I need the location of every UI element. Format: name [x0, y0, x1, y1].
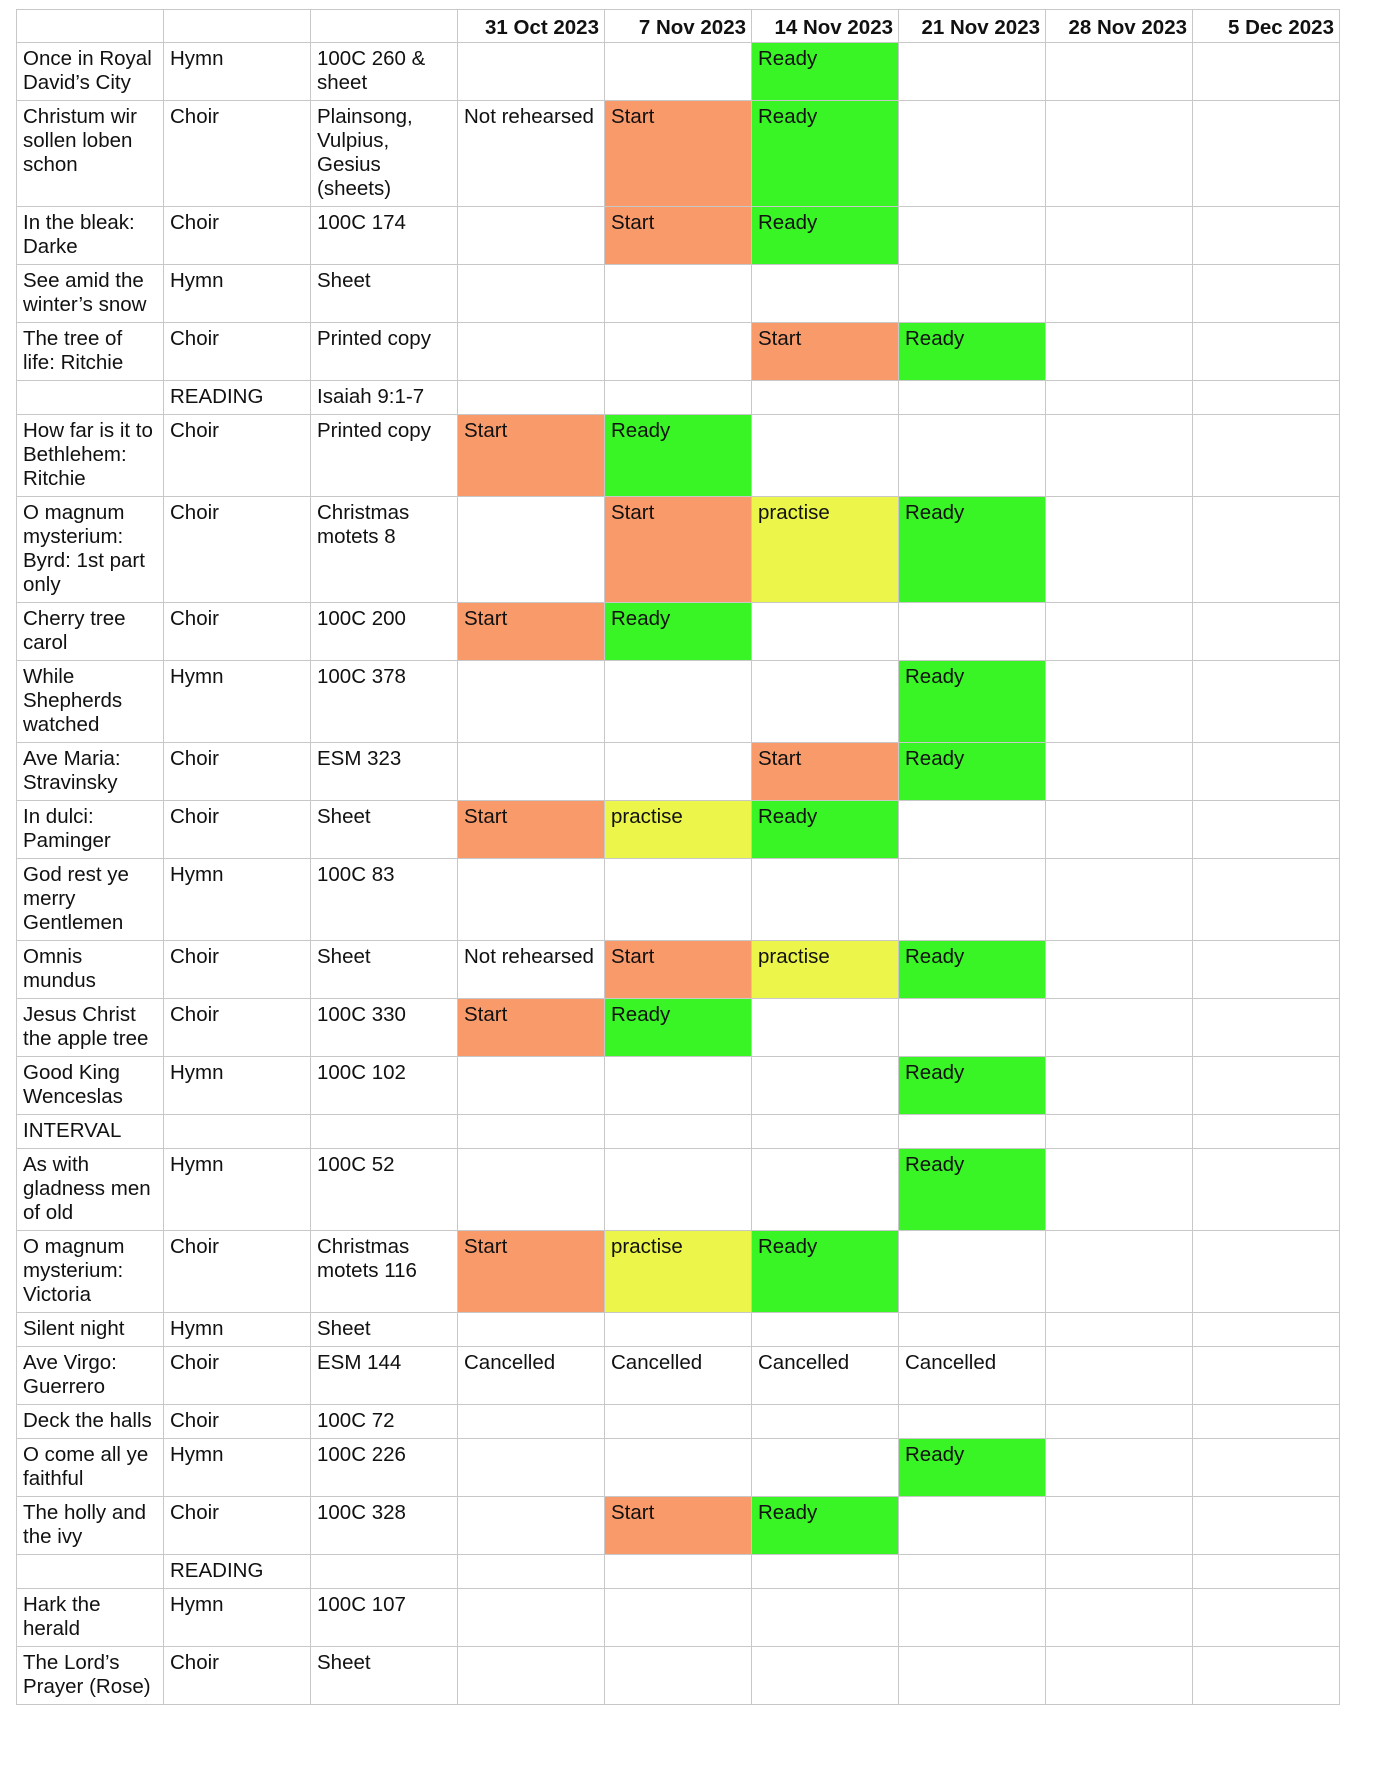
type-cell[interactable]: Choir [164, 1405, 311, 1439]
source-cell[interactable]: 100C 174 [311, 207, 458, 265]
title-cell[interactable]: Deck the halls [17, 1405, 164, 1439]
table-row [17, 1589, 1340, 1647]
status-cell[interactable] [899, 43, 1046, 101]
rehearsal-schedule-table [16, 9, 1340, 1705]
status-cell[interactable] [458, 265, 605, 323]
status-cell[interactable] [1193, 661, 1340, 743]
title-cell[interactable]: O come all ye faithful [17, 1439, 164, 1497]
status-cell[interactable]: practise [752, 941, 899, 999]
type-cell[interactable]: Hymn [164, 1589, 311, 1647]
status-cell[interactable] [1193, 381, 1340, 415]
title-cell[interactable]: INTERVAL [17, 1115, 164, 1149]
status-cell[interactable] [899, 381, 1046, 415]
table-row [17, 1497, 1340, 1555]
status-cell[interactable] [458, 497, 605, 603]
status-cell[interactable]: Ready [752, 101, 899, 207]
title-cell[interactable]: While Shepherds watched [17, 661, 164, 743]
status-cell[interactable] [1046, 743, 1193, 801]
header-date-3[interactable]: 14 Nov 2023 [752, 10, 899, 43]
status-cell[interactable] [1046, 415, 1193, 497]
status-cell[interactable]: Ready [899, 1149, 1046, 1231]
status-cell[interactable] [1046, 1497, 1193, 1555]
table-row [17, 661, 1340, 743]
type-cell[interactable]: Hymn [164, 1057, 311, 1115]
status-cell[interactable] [1193, 1115, 1340, 1149]
status-cell[interactable] [1193, 207, 1340, 265]
status-cell[interactable] [752, 1057, 899, 1115]
status-cell[interactable] [899, 999, 1046, 1057]
title-cell[interactable]: Cherry tree carol [17, 603, 164, 661]
status-cell[interactable] [1046, 661, 1193, 743]
type-cell[interactable]: Choir [164, 1647, 311, 1705]
source-cell[interactable] [311, 1555, 458, 1589]
type-cell[interactable]: Hymn [164, 1439, 311, 1497]
status-cell[interactable]: Ready [605, 603, 752, 661]
status-cell[interactable] [1193, 603, 1340, 661]
status-cell[interactable] [1046, 1347, 1193, 1405]
status-cell[interactable]: Cancelled [605, 1347, 752, 1405]
status-cell[interactable] [605, 1149, 752, 1231]
status-cell[interactable]: Ready [899, 661, 1046, 743]
status-cell[interactable] [1046, 859, 1193, 941]
title-cell[interactable]: The holly and the ivy [17, 1497, 164, 1555]
type-cell[interactable]: Choir [164, 941, 311, 999]
status-cell[interactable] [1193, 497, 1340, 603]
status-cell[interactable]: Ready [605, 415, 752, 497]
status-cell[interactable] [1046, 603, 1193, 661]
source-cell[interactable]: Isaiah 9:1-7 [311, 381, 458, 415]
status-cell[interactable] [458, 859, 605, 941]
status-cell[interactable] [458, 323, 605, 381]
title-cell[interactable]: As with gladness men of old [17, 1149, 164, 1231]
status-cell[interactable] [1193, 1149, 1340, 1231]
table-row [17, 497, 1340, 603]
title-cell[interactable]: Ave Maria: Stravinsky [17, 743, 164, 801]
title-cell[interactable]: Christum wir sollen loben schon [17, 101, 164, 207]
status-cell[interactable]: Start [458, 999, 605, 1057]
header-row [17, 10, 1340, 43]
table-row [17, 999, 1340, 1057]
title-cell[interactable]: See amid the winter’s snow [17, 265, 164, 323]
status-cell[interactable] [899, 207, 1046, 265]
status-cell[interactable] [1046, 1405, 1193, 1439]
status-cell[interactable] [899, 1497, 1046, 1555]
status-cell[interactable] [752, 381, 899, 415]
table-row [17, 1313, 1340, 1347]
type-cell[interactable]: READING [164, 381, 311, 415]
status-cell[interactable] [752, 999, 899, 1057]
status-cell[interactable] [605, 1439, 752, 1497]
type-cell[interactable]: Hymn [164, 859, 311, 941]
title-cell[interactable]: O magnum mysterium: Byrd: 1st part only [17, 497, 164, 603]
title-cell[interactable] [17, 381, 164, 415]
title-cell[interactable]: Good King Wenceslas [17, 1057, 164, 1115]
status-cell[interactable] [752, 265, 899, 323]
table-row [17, 207, 1340, 265]
status-cell[interactable]: Ready [752, 1231, 899, 1313]
status-cell[interactable]: Cancelled [752, 1347, 899, 1405]
source-cell[interactable]: Christmas motets 116 [311, 1231, 458, 1313]
status-cell[interactable] [899, 1115, 1046, 1149]
status-cell[interactable] [605, 265, 752, 323]
status-cell[interactable] [899, 1555, 1046, 1589]
status-cell[interactable]: Ready [899, 1057, 1046, 1115]
status-cell[interactable]: Start [605, 207, 752, 265]
status-cell[interactable] [1193, 1057, 1340, 1115]
type-cell[interactable]: Choir [164, 101, 311, 207]
status-cell[interactable] [1046, 207, 1193, 265]
table-body [17, 43, 1340, 1705]
table-row [17, 941, 1340, 999]
source-cell[interactable]: 100C 200 [311, 603, 458, 661]
status-cell[interactable] [752, 1313, 899, 1347]
status-cell[interactable] [1193, 1231, 1340, 1313]
status-cell[interactable] [458, 207, 605, 265]
source-cell[interactable]: Printed copy [311, 415, 458, 497]
status-cell[interactable] [1046, 1149, 1193, 1231]
status-cell[interactable]: Start [752, 743, 899, 801]
type-cell[interactable]: Choir [164, 801, 311, 859]
status-cell[interactable] [752, 1555, 899, 1589]
status-cell[interactable] [458, 43, 605, 101]
status-cell[interactable] [899, 801, 1046, 859]
source-cell[interactable]: 100C 226 [311, 1439, 458, 1497]
status-cell[interactable] [899, 1405, 1046, 1439]
source-cell[interactable]: ESM 323 [311, 743, 458, 801]
title-cell[interactable]: How far is it to Bethlehem: Ritchie [17, 415, 164, 497]
status-cell[interactable] [605, 1057, 752, 1115]
status-cell[interactable] [458, 1439, 605, 1497]
table-row [17, 603, 1340, 661]
status-cell[interactable] [1193, 101, 1340, 207]
status-cell[interactable]: Not rehearsed [458, 101, 605, 207]
table-row [17, 1057, 1340, 1115]
title-cell[interactable]: In the bleak: Darke [17, 207, 164, 265]
status-cell[interactable] [752, 1149, 899, 1231]
status-cell[interactable] [1193, 743, 1340, 801]
status-cell[interactable] [605, 1555, 752, 1589]
source-cell[interactable]: 100C 52 [311, 1149, 458, 1231]
source-cell[interactable]: Sheet [311, 801, 458, 859]
type-cell[interactable]: Choir [164, 323, 311, 381]
status-cell[interactable] [458, 1149, 605, 1231]
status-cell[interactable]: Start [605, 497, 752, 603]
type-cell[interactable]: Choir [164, 207, 311, 265]
status-cell[interactable] [458, 1115, 605, 1149]
table-row [17, 859, 1340, 941]
title-cell[interactable]: Ave Virgo: Guerrero [17, 1347, 164, 1405]
status-cell[interactable] [1193, 941, 1340, 999]
source-cell[interactable]: 100C 72 [311, 1405, 458, 1439]
status-cell[interactable]: Ready [899, 323, 1046, 381]
table-row [17, 323, 1340, 381]
status-cell[interactable] [1193, 859, 1340, 941]
type-cell[interactable]: READING [164, 1555, 311, 1589]
title-cell[interactable]: God rest ye merry Gentlemen [17, 859, 164, 941]
status-cell[interactable] [899, 101, 1046, 207]
status-cell[interactable]: Ready [899, 743, 1046, 801]
status-cell[interactable]: Start [605, 941, 752, 999]
status-cell[interactable] [605, 43, 752, 101]
table-row [17, 1347, 1340, 1405]
source-cell[interactable]: 100C 378 [311, 661, 458, 743]
type-cell[interactable]: Choir [164, 1497, 311, 1555]
table-row [17, 43, 1340, 101]
status-cell[interactable] [899, 859, 1046, 941]
status-cell[interactable] [605, 743, 752, 801]
status-cell[interactable] [458, 381, 605, 415]
header-date-5[interactable]: 28 Nov 2023 [1046, 10, 1193, 43]
status-cell[interactable] [605, 1647, 752, 1705]
status-cell[interactable] [752, 603, 899, 661]
table-row [17, 1405, 1340, 1439]
table-row [17, 265, 1340, 323]
type-cell[interactable]: Choir [164, 1347, 311, 1405]
status-cell[interactable] [899, 1589, 1046, 1647]
title-cell[interactable]: Silent night [17, 1313, 164, 1347]
table-row [17, 1115, 1340, 1149]
type-cell[interactable]: Choir [164, 497, 311, 603]
status-cell[interactable] [1193, 1497, 1340, 1555]
status-cell[interactable] [1193, 999, 1340, 1057]
status-cell[interactable] [899, 603, 1046, 661]
table-row [17, 415, 1340, 497]
status-cell[interactable] [458, 1555, 605, 1589]
source-cell[interactable]: 100C 260 & sheet [311, 43, 458, 101]
header-cell-type[interactable] [164, 10, 311, 43]
type-cell[interactable]: Choir [164, 603, 311, 661]
title-cell[interactable]: In dulci: Paminger [17, 801, 164, 859]
source-cell[interactable]: Christmas motets 8 [311, 497, 458, 603]
table-row [17, 1647, 1340, 1705]
status-cell[interactable] [1046, 1589, 1193, 1647]
title-cell[interactable]: Once in Royal David’s City [17, 43, 164, 101]
status-cell[interactable] [1046, 43, 1193, 101]
title-cell[interactable]: Omnis mundus [17, 941, 164, 999]
source-cell[interactable]: 100C 83 [311, 859, 458, 941]
status-cell[interactable]: Start [605, 1497, 752, 1555]
table-row [17, 801, 1340, 859]
title-cell[interactable]: The Lord’s Prayer (Rose) [17, 1647, 164, 1705]
status-cell[interactable] [458, 661, 605, 743]
status-cell[interactable]: Ready [752, 207, 899, 265]
header-date-2[interactable]: 7 Nov 2023 [605, 10, 752, 43]
status-cell[interactable]: Ready [899, 1439, 1046, 1497]
title-cell[interactable]: Jesus Christ the apple tree [17, 999, 164, 1057]
status-cell[interactable] [605, 1115, 752, 1149]
status-cell[interactable] [1193, 1647, 1340, 1705]
status-cell[interactable] [899, 1231, 1046, 1313]
table-row [17, 743, 1340, 801]
status-cell[interactable] [458, 1313, 605, 1347]
status-cell[interactable] [605, 661, 752, 743]
status-cell[interactable] [752, 1647, 899, 1705]
source-cell[interactable]: Sheet [311, 1647, 458, 1705]
header-cell-title[interactable] [17, 10, 164, 43]
status-cell[interactable] [1193, 801, 1340, 859]
source-cell[interactable]: Plainsong, Vulpius, Gesius (sheets) [311, 101, 458, 207]
status-cell[interactable] [605, 1405, 752, 1439]
source-cell[interactable]: Printed copy [311, 323, 458, 381]
status-cell[interactable] [1193, 1555, 1340, 1589]
status-cell[interactable] [1193, 1347, 1340, 1405]
status-cell[interactable] [752, 1115, 899, 1149]
type-cell[interactable]: Hymn [164, 1149, 311, 1231]
status-cell[interactable] [458, 1057, 605, 1115]
type-cell[interactable] [164, 1115, 311, 1149]
status-cell[interactable] [458, 743, 605, 801]
status-cell[interactable] [899, 1647, 1046, 1705]
type-cell[interactable]: Choir [164, 999, 311, 1057]
status-cell[interactable] [1046, 101, 1193, 207]
status-cell[interactable] [899, 265, 1046, 323]
source-cell[interactable]: 100C 107 [311, 1589, 458, 1647]
status-cell[interactable]: Not rehearsed [458, 941, 605, 999]
title-cell[interactable]: The tree of life: Ritchie [17, 323, 164, 381]
status-cell[interactable]: practise [605, 1231, 752, 1313]
status-cell[interactable]: Start [458, 603, 605, 661]
header-date-1[interactable]: 31 Oct 2023 [458, 10, 605, 43]
header-date-6[interactable]: 5 Dec 2023 [1193, 10, 1340, 43]
status-cell[interactable] [605, 859, 752, 941]
source-cell[interactable]: ESM 144 [311, 1347, 458, 1405]
status-cell[interactable] [1193, 43, 1340, 101]
type-cell[interactable]: Hymn [164, 661, 311, 743]
status-cell[interactable] [1046, 941, 1193, 999]
status-cell[interactable] [605, 1313, 752, 1347]
status-cell[interactable]: Start [605, 101, 752, 207]
status-cell[interactable] [605, 323, 752, 381]
header-date-4[interactable]: 21 Nov 2023 [899, 10, 1046, 43]
status-cell[interactable] [752, 1589, 899, 1647]
source-cell[interactable] [311, 1115, 458, 1149]
type-cell[interactable]: Hymn [164, 265, 311, 323]
status-cell[interactable] [1193, 1313, 1340, 1347]
status-cell[interactable] [1046, 1313, 1193, 1347]
table-row [17, 381, 1340, 415]
status-cell[interactable]: practise [605, 801, 752, 859]
status-cell[interactable]: Start [458, 1231, 605, 1313]
status-cell[interactable] [752, 1439, 899, 1497]
status-cell[interactable] [1046, 999, 1193, 1057]
status-cell[interactable] [458, 1589, 605, 1647]
type-cell[interactable]: Choir [164, 415, 311, 497]
status-cell[interactable] [899, 1313, 1046, 1347]
status-cell[interactable] [752, 1405, 899, 1439]
type-cell[interactable]: Choir [164, 743, 311, 801]
status-cell[interactable] [1193, 1405, 1340, 1439]
title-cell[interactable] [17, 1555, 164, 1589]
status-cell[interactable]: practise [752, 497, 899, 603]
source-cell[interactable]: 100C 102 [311, 1057, 458, 1115]
status-cell[interactable] [1046, 1231, 1193, 1313]
title-cell[interactable]: Hark the herald [17, 1589, 164, 1647]
status-cell[interactable] [1046, 1647, 1193, 1705]
status-cell[interactable] [1046, 265, 1193, 323]
status-cell[interactable] [605, 381, 752, 415]
source-cell[interactable]: Sheet [311, 265, 458, 323]
type-cell[interactable]: Hymn [164, 43, 311, 101]
status-cell[interactable] [458, 1647, 605, 1705]
status-cell[interactable]: Ready [752, 801, 899, 859]
source-cell[interactable]: Sheet [311, 941, 458, 999]
type-cell[interactable]: Choir [164, 1231, 311, 1313]
status-cell[interactable] [1046, 801, 1193, 859]
status-cell[interactable]: Start [752, 323, 899, 381]
table-row [17, 1149, 1340, 1231]
status-cell[interactable] [458, 1405, 605, 1439]
status-cell[interactable] [899, 415, 1046, 497]
status-cell[interactable] [1046, 323, 1193, 381]
header-cell-source[interactable] [311, 10, 458, 43]
source-cell[interactable]: Sheet [311, 1313, 458, 1347]
status-cell[interactable] [605, 1589, 752, 1647]
status-cell[interactable] [752, 661, 899, 743]
status-cell[interactable]: Ready [752, 43, 899, 101]
status-cell[interactable] [458, 1497, 605, 1555]
table-row [17, 1439, 1340, 1497]
source-cell[interactable]: 100C 330 [311, 999, 458, 1057]
source-cell[interactable]: 100C 328 [311, 1497, 458, 1555]
status-cell[interactable] [1046, 497, 1193, 603]
table-row [17, 1555, 1340, 1589]
status-cell[interactable]: Start [458, 415, 605, 497]
status-cell[interactable] [1046, 1439, 1193, 1497]
title-cell[interactable]: O magnum mysterium: Victoria [17, 1231, 164, 1313]
status-cell[interactable]: Ready [899, 497, 1046, 603]
status-cell[interactable]: Ready [605, 999, 752, 1057]
status-cell[interactable]: Cancelled [899, 1347, 1046, 1405]
table-row [17, 101, 1340, 207]
table-row [17, 1231, 1340, 1313]
status-cell[interactable]: Ready [899, 941, 1046, 999]
status-cell[interactable] [1046, 1115, 1193, 1149]
status-cell[interactable] [1193, 323, 1340, 381]
status-cell[interactable]: Start [458, 801, 605, 859]
status-cell[interactable] [752, 415, 899, 497]
status-cell[interactable] [1193, 265, 1340, 323]
status-cell[interactable] [752, 859, 899, 941]
type-cell[interactable]: Hymn [164, 1313, 311, 1347]
status-cell[interactable]: Cancelled [458, 1347, 605, 1405]
status-cell[interactable] [1193, 1439, 1340, 1497]
status-cell[interactable] [1193, 415, 1340, 497]
status-cell[interactable] [1193, 1589, 1340, 1647]
status-cell[interactable] [1046, 1555, 1193, 1589]
status-cell[interactable] [1046, 1057, 1193, 1115]
status-cell[interactable]: Ready [752, 1497, 899, 1555]
status-cell[interactable] [1046, 381, 1193, 415]
